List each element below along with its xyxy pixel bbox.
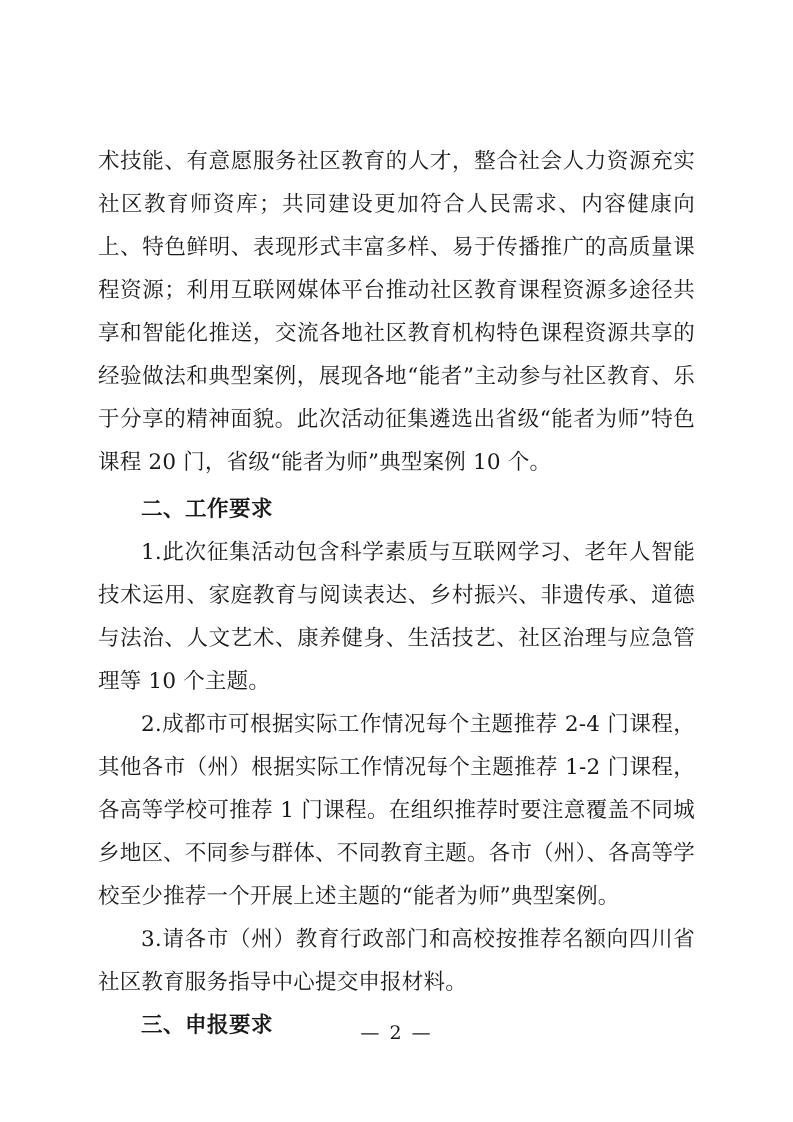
- document-body: [98, 140, 695, 1047]
- paragraph-continuation: 术技能、有意愿服务社区教育的人才，整合社会人力资源充实社区教育师资库；共同建设更加符合人民需求、内容健康向上、特色鲜明、表现形式丰富多样、易于传播推广的高质量课程资源；利用互联网媒体平台推动社区教育课程资源多途径共享和智能化推送，交流各地社区教育机构特色课程资源共享的经验做法和典型案例，展现各地“能者”主动参与社区教育、乐于分享的精神面貌。此次活动征集遴选出省级“能者为师”特色课程 20 门，省级“能者为师”典型案例 10 个。: [98, 149, 695, 475]
- paragraph-item-3: 3.请各市（州）教育行政部门和高校按推荐名额向四川省社区教育服务指导中心提交申报材料。: [98, 927, 695, 995]
- paragraph-item-1: 1.此次征集活动包含科学素质与互联网学习、老年人智能技术运用、家庭教育与阅读表达、乡村振兴、非遗传承、道德与法治、人文艺术、康养健身、生活技艺、社区治理与应急管理等 10 个主题。: [98, 540, 695, 694]
- paragraph-item-2: 2.成都市可根据实际工作情况每个主题推荐 2-4 门课程，其他各市（州）根据实际工作情况每个主题推荐 1-2 门课程，各高等学校可推荐 1 门课程。在组织推荐时要注意覆盖不同城乡地区、不同参与群体、不同教育主题。各市（州）、各高等学校至少推荐一个开展上述主题的“能者为师”典型案例。: [98, 712, 695, 909]
- section-heading-work-requirements: 二、工作要求: [141, 497, 274, 522]
- page-number: — 2 —: [360, 1022, 433, 1044]
- section-heading-application-requirements: 三、申报要求: [141, 1013, 274, 1038]
